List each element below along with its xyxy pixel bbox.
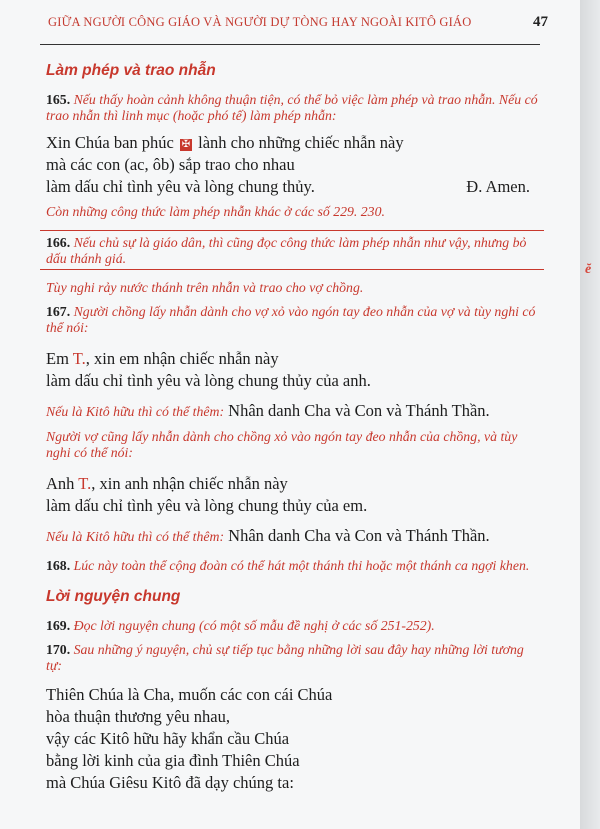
note-box-166 [40, 230, 544, 270]
header-rule [40, 44, 540, 45]
paragraph-165 [46, 92, 538, 124]
next-page-edge [580, 0, 600, 829]
paragraph-167 [46, 304, 538, 336]
paragraph-number: 167. [46, 304, 71, 319]
formula-text: Anh [46, 474, 75, 493]
husband-line: làm dấu chỉ tình yêu và lòng chung thủy của anh. [46, 371, 371, 390]
paragraph-number: 168. [46, 558, 71, 573]
blessing-formula [46, 132, 538, 198]
rubric-text: Nếu thấy hoàn cảnh không thuận tiện, có thể bỏ việc làm phép và trao nhẫn. Nếu có trao nhẫn thì linh mục (hoặc phó tế) làm phép nhẫn: [46, 92, 538, 123]
blessing-line [46, 132, 538, 154]
formula-text: , xin em nhận chiếc nhẫn này [85, 349, 279, 368]
rubric-wife: Người vợ cũng lấy nhẫn dành cho chồng xỏ vào ngón tay đeo nhẫn của chồng, và tùy nghi có thể nói: [46, 429, 518, 460]
blessing-text: Xin Chúa ban phúc [46, 133, 174, 152]
blessing-text: lành cho những chiếc nhẫn này [198, 133, 404, 152]
cross-icon: ✠ [181, 139, 191, 150]
paragraph-number: 170. [46, 642, 71, 657]
rubric-text: Nếu là Kitô hữu thì có thể thêm: [46, 529, 225, 544]
paragraph-169 [46, 618, 538, 634]
prayer-line: hòa thuận thương yêu nhau, [46, 707, 231, 726]
wife-line: làm dấu chỉ tình yêu và lòng chung thủy của em. [46, 496, 368, 515]
blessing-text: làm dấu chỉ tình yêu và lòng chung thủy. [46, 177, 315, 196]
prayer-line: mà Chúa Giêsu Kitô đã dạy chúng ta: [46, 773, 294, 792]
edge-letter: ĕ [585, 262, 592, 277]
paragraph-number: 165. [46, 92, 71, 107]
prayer-line: Thiên Chúa là Cha, muốn các con cái Chúa [46, 685, 333, 704]
blessing-line: mà các con (ac, ôb) sắp trao cho nhau [46, 155, 295, 174]
prayer-line: vậy các Kitô hữu hãy khẩn cầu Chúa [46, 729, 290, 748]
rubric-holy-water: Tùy nghi rảy nước thánh trên nhẫn và trao cho vợ chồng. [46, 280, 364, 295]
paragraph-number: 169. [46, 618, 71, 633]
rubric-text: Người chồng lấy nhẫn dành cho vợ xỏ vào ngón tay đeo nhẫn của vợ và tùy nghi có thể nói: [46, 304, 536, 335]
wife-formula [46, 473, 538, 517]
christian-addition-2 [46, 525, 538, 548]
lords-prayer-intro [46, 684, 538, 794]
section-title-general-prayer: Lời nguyện chung [46, 588, 181, 605]
formula-text: , xin anh nhận chiếc nhẫn này [91, 474, 288, 493]
blessing-line [46, 176, 538, 198]
husband-line [46, 348, 538, 370]
husband-formula [46, 348, 538, 392]
rubric-text: Lúc này toàn thể cộng đoàn có thể hát một thánh thi hoặc một thánh ca ngợi khen. [73, 558, 530, 573]
section-title-rings: Làm phép và trao nhẫn [46, 62, 216, 79]
page-header [48, 14, 548, 31]
page-content [46, 62, 538, 800]
rubric-other-formulas: Còn những công thức làm phép nhẫn khác ở các số 229. 230. [46, 204, 385, 219]
response-amen: Đ. Amen. [466, 177, 530, 196]
trinity-formula: Nhân danh Cha và Con và Thánh Thần. [228, 401, 490, 420]
rubric-text: Nếu chủ sự là giáo dân, thì cũng đọc công thức làm phép nhẫn như vậy, nhưng bỏ dấu thánh giá. [46, 235, 527, 266]
paragraph-170 [46, 642, 538, 674]
rubric-text: Sau những ý nguyện, chủ sự tiếp tục bằng những lời sau đây hay những lời tương tự: [46, 642, 524, 673]
paragraph-number: 166. [46, 235, 71, 250]
prayer-line: bằng lời kinh của gia đình Thiên Chúa [46, 751, 300, 770]
christian-addition-1 [46, 400, 538, 423]
name-placeholder: T. [78, 474, 92, 493]
trinity-formula: Nhân danh Cha và Con và Thánh Thần. [228, 526, 490, 545]
page-number: 47 [533, 14, 548, 30]
paragraph-166 [46, 235, 538, 267]
paragraph-168 [46, 558, 538, 574]
formula-text: Em [46, 349, 69, 368]
name-placeholder: T. [72, 349, 86, 368]
wife-line [46, 473, 538, 495]
running-head: GIỮA NGƯỜI CÔNG GIÁO VÀ NGƯỜI DỰ TÒNG HAY NGOÀI KITÔ GIÁO [48, 15, 472, 29]
rubric-text: Nếu là Kitô hữu thì có thể thêm: [46, 404, 225, 419]
rubric-text: Đọc lời nguyện chung (có một số mẫu đề nghị ở các số 251-252). [73, 618, 435, 633]
